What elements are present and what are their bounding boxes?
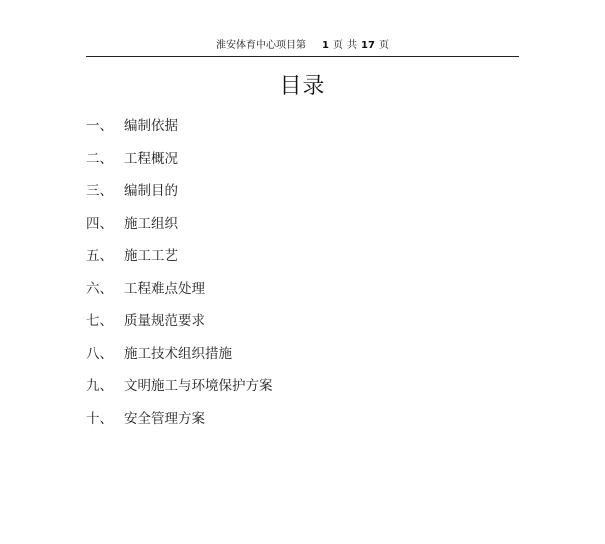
header-of-word: 共	[347, 40, 358, 51]
page-header	[86, 36, 519, 57]
toc-item-number: 四、	[86, 215, 113, 232]
header-total-pages: 17	[361, 40, 375, 51]
header-project-title: 淮安体育中心项目第	[216, 40, 307, 51]
toc-item-number: 六、	[86, 280, 113, 297]
toc-item-label: 施工工艺	[124, 248, 178, 265]
toc-item-label: 质量规范要求	[124, 313, 205, 330]
toc-item-label: 编制目的	[124, 183, 178, 200]
toc-item-number: 八、	[86, 345, 113, 362]
toc-item-number: 一、	[86, 118, 113, 135]
toc-item-label: 编制依据	[124, 118, 178, 135]
header-page-word: 页	[333, 40, 344, 51]
toc-item	[86, 336, 526, 369]
toc-item	[86, 271, 526, 304]
toc-item	[86, 141, 526, 174]
toc-item-number: 七、	[86, 313, 113, 330]
toc-item-label: 施工组织	[124, 215, 178, 232]
toc-item-label: 施工技术组织措施	[124, 345, 232, 362]
toc-item	[86, 401, 526, 434]
toc-item	[86, 238, 526, 271]
toc-item	[86, 303, 526, 336]
toc-item-number: 二、	[86, 150, 113, 167]
table-of-contents	[86, 108, 526, 433]
toc-item-label: 文明施工与环境保护方案	[124, 378, 273, 395]
page-title: 目录	[279, 74, 326, 99]
toc-item	[86, 368, 526, 401]
toc-item-label: 工程难点处理	[124, 280, 205, 297]
toc-item	[86, 108, 526, 141]
toc-item-label: 安全管理方案	[124, 410, 205, 427]
toc-item-number: 三、	[86, 183, 113, 200]
toc-item	[86, 206, 526, 239]
toc-item-number: 九、	[86, 378, 113, 395]
toc-item-label: 工程概况	[124, 150, 178, 167]
toc-item-number: 十、	[86, 410, 113, 427]
header-page-number: 1	[322, 40, 330, 51]
toc-item-number: 五、	[86, 248, 113, 265]
header-total-word: 页	[378, 40, 389, 51]
toc-item	[86, 173, 526, 206]
